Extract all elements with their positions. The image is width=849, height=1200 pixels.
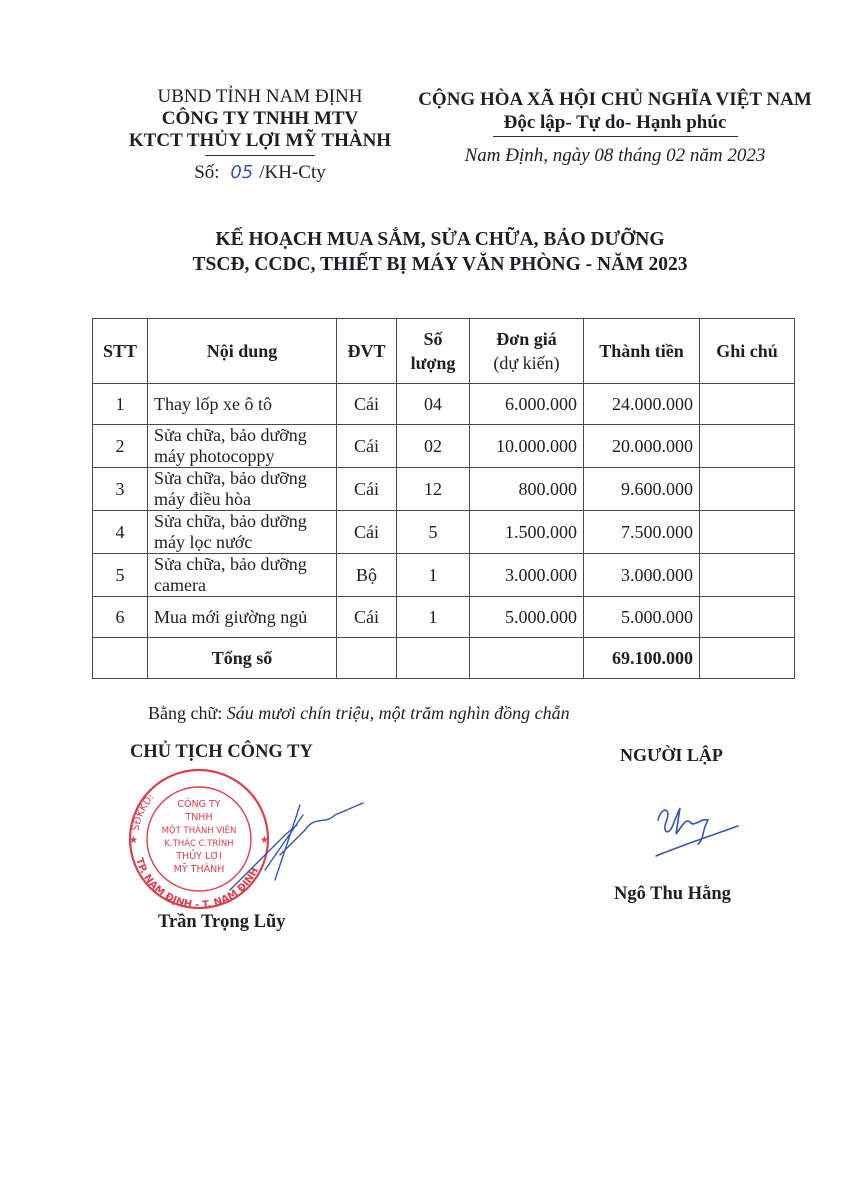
cell-so-luong: 02 bbox=[397, 425, 470, 468]
header-ghi-chu: Ghi chú bbox=[700, 319, 795, 384]
cell-ghi-chu bbox=[700, 554, 795, 597]
cell-noi-dung-line1: Sửa chữa, bảo dưỡng bbox=[154, 468, 307, 488]
cell-stt: 5 bbox=[93, 554, 148, 597]
company-name-line2: KTCT THỦY LỢI MỸ THÀNH bbox=[128, 130, 392, 151]
plan-table bbox=[92, 318, 795, 679]
total-amount: 69.100.000 bbox=[584, 638, 700, 679]
cell-total-stt-empty bbox=[93, 638, 148, 679]
cell-so-luong: 04 bbox=[397, 384, 470, 425]
seal-line: MỘT THÀNH VIÊN bbox=[161, 826, 237, 836]
national-motto: Độc lập- Tự do- Hạnh phúc bbox=[503, 112, 727, 133]
cell-total-gc-empty bbox=[700, 638, 795, 679]
amount-in-words-text: Sáu mươi chín triệu, một trăm nghìn đồng chẵn bbox=[226, 703, 570, 723]
issuing-agency-block bbox=[100, 86, 420, 184]
cell-stt: 6 bbox=[93, 597, 148, 638]
cell-total-dvt-empty bbox=[337, 638, 397, 679]
national-motto-block bbox=[395, 88, 835, 167]
cell-noi-dung bbox=[148, 425, 337, 468]
header-stt: STT bbox=[93, 319, 148, 384]
cell-thanh-tien: 9.600.000 bbox=[584, 468, 700, 511]
seal-line: MỸ THÀNH bbox=[173, 864, 225, 875]
seal-line: THỦY LỢI bbox=[176, 851, 222, 862]
header-don-gia-line2: (dự kiến) bbox=[493, 353, 560, 373]
document-number-handwritten: 05 bbox=[230, 162, 254, 183]
cell-so-luong: 12 bbox=[397, 468, 470, 511]
table-row bbox=[93, 511, 795, 554]
seal-ring-bottom-text: TP. NAM ĐỊNH - T. NAM ĐỊNH bbox=[133, 856, 262, 910]
cell-noi-dung bbox=[148, 554, 337, 597]
document-title bbox=[90, 227, 790, 277]
preparer-title: NGƯỜI LẬP bbox=[620, 745, 723, 765]
header-don-gia-line1: Đơn giá bbox=[496, 329, 557, 349]
amount-in-words-label: Bằng chữ: bbox=[148, 703, 223, 723]
cell-so-luong: 5 bbox=[397, 511, 470, 554]
total-label: Tổng số bbox=[148, 638, 337, 679]
cell-stt: 4 bbox=[93, 511, 148, 554]
cell-don-gia: 6.000.000 bbox=[470, 384, 584, 425]
table-row bbox=[93, 554, 795, 597]
cell-dvt: Cái bbox=[337, 425, 397, 468]
table-row bbox=[93, 384, 795, 425]
cell-stt: 1 bbox=[93, 384, 148, 425]
seal-star-left-icon: ★ bbox=[129, 835, 138, 846]
cell-thanh-tien: 7.500.000 bbox=[584, 511, 700, 554]
cell-noi-dung bbox=[148, 597, 337, 638]
cell-so-luong: 1 bbox=[397, 597, 470, 638]
chairman-signature bbox=[225, 785, 365, 895]
cell-ghi-chu bbox=[700, 384, 795, 425]
parent-agency: UBND TỈNH NAM ĐỊNH bbox=[157, 86, 363, 107]
document-date: Nam Định, ngày 08 tháng 02 năm 2023 bbox=[464, 145, 766, 166]
table-total-row bbox=[93, 638, 795, 679]
header-noi-dung: Nội dung bbox=[148, 319, 337, 384]
cell-don-gia: 800.000 bbox=[470, 468, 584, 511]
cell-dvt: Cái bbox=[337, 597, 397, 638]
header-left-underline bbox=[205, 155, 315, 156]
cell-noi-dung-line1: Sửa chữa, bảo dưỡng bbox=[154, 425, 307, 445]
document-number-suffix: /KH-Cty bbox=[259, 162, 326, 183]
cell-dvt: Bộ bbox=[337, 554, 397, 597]
seal-line: CÔNG TY bbox=[177, 799, 221, 810]
cell-noi-dung bbox=[148, 511, 337, 554]
header-so-luong-line2: lượng bbox=[410, 353, 456, 373]
cell-ghi-chu bbox=[700, 511, 795, 554]
cell-dvt: Cái bbox=[337, 468, 397, 511]
chairman-name: Trần Trọng Lũy bbox=[158, 912, 286, 932]
cell-noi-dung-line2: camera bbox=[154, 575, 206, 595]
cell-don-gia: 10.000.000 bbox=[470, 425, 584, 468]
preparer-signature bbox=[650, 800, 745, 860]
document-number-label: Số: bbox=[194, 162, 220, 183]
cell-noi-dung-line2: máy photocoppy bbox=[154, 446, 275, 466]
document-title-line2: TSCĐ, CCDC, THIẾT BỊ MÁY VĂN PHÒNG - NĂM 2023 bbox=[192, 254, 688, 275]
cell-stt: 2 bbox=[93, 425, 148, 468]
table-header-row bbox=[93, 319, 795, 384]
cell-thanh-tien: 20.000.000 bbox=[584, 425, 700, 468]
table-row bbox=[93, 597, 795, 638]
preparer-name: Ngô Thu Hằng bbox=[614, 884, 731, 904]
header-dvt: ĐVT bbox=[337, 319, 397, 384]
cell-noi-dung-line1: Thay lốp xe ô tô bbox=[154, 393, 272, 414]
cell-don-gia: 3.000.000 bbox=[470, 554, 584, 597]
cell-thanh-tien: 3.000.000 bbox=[584, 554, 700, 597]
header-don-gia bbox=[470, 319, 584, 384]
company-name-line1: CÔNG TY TNHH MTV bbox=[161, 108, 359, 129]
cell-noi-dung-line1: Sửa chữa, bảo dưỡng bbox=[154, 511, 307, 531]
seal-line: TNHH bbox=[185, 812, 213, 823]
motto-underline bbox=[493, 136, 738, 137]
document-title-line1: KẾ HOẠCH MUA SẮM, SỬA CHỮA, BẢO DƯỠNG bbox=[215, 229, 665, 250]
cell-ghi-chu bbox=[700, 597, 795, 638]
cell-total-dg-empty bbox=[470, 638, 584, 679]
seal-line: K.THÁC C.TRÌNH bbox=[164, 839, 234, 849]
cell-ghi-chu bbox=[700, 425, 795, 468]
cell-dvt: Cái bbox=[337, 384, 397, 425]
cell-noi-dung-line2: máy điều hòa bbox=[154, 489, 251, 509]
cell-don-gia: 1.500.000 bbox=[470, 511, 584, 554]
cell-thanh-tien: 24.000.000 bbox=[584, 384, 700, 425]
cell-don-gia: 5.000.000 bbox=[470, 597, 584, 638]
seal-ring-top-text: SĐKKD: bbox=[130, 791, 157, 832]
cell-dvt: Cái bbox=[337, 511, 397, 554]
chairman-title: CHỦ TỊCH CÔNG TY bbox=[130, 742, 313, 762]
table-row bbox=[93, 425, 795, 468]
document-number bbox=[100, 162, 420, 184]
cell-noi-dung bbox=[148, 384, 337, 425]
cell-total-sl-empty bbox=[397, 638, 470, 679]
header-so-luong-line1: Số bbox=[423, 329, 443, 349]
cell-stt: 3 bbox=[93, 468, 148, 511]
cell-noi-dung-line2: máy lọc nước bbox=[154, 532, 253, 552]
cell-thanh-tien: 5.000.000 bbox=[584, 597, 700, 638]
cell-so-luong: 1 bbox=[397, 554, 470, 597]
cell-noi-dung-line1: Sửa chữa, bảo dưỡng bbox=[154, 554, 307, 574]
header-so-luong bbox=[397, 319, 470, 384]
header-thanh-tien: Thành tiền bbox=[584, 319, 700, 384]
cell-noi-dung bbox=[148, 468, 337, 511]
cell-ghi-chu bbox=[700, 468, 795, 511]
table-row bbox=[93, 468, 795, 511]
amount-in-words bbox=[148, 703, 570, 724]
cell-noi-dung-line1: Mua mới giường ngủ bbox=[154, 606, 308, 627]
country-name: CỘNG HÒA XÃ HỘI CHỦ NGHĨA VIỆT NAM bbox=[418, 89, 812, 110]
seal-star-right-icon: ★ bbox=[260, 835, 269, 846]
